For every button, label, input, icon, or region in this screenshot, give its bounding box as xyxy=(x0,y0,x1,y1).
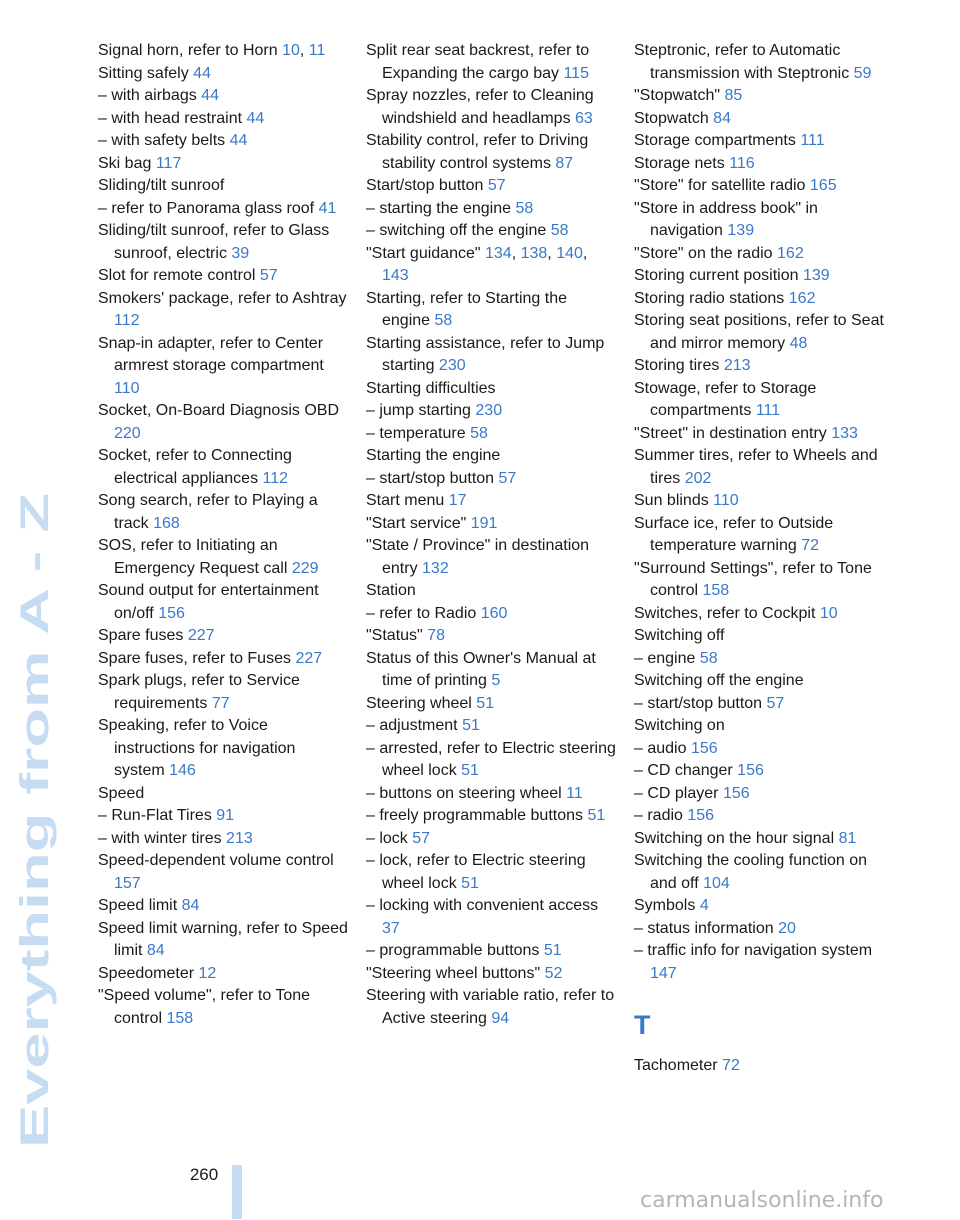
page-link[interactable]: 165 xyxy=(809,177,837,194)
index-term: – starting the engine xyxy=(366,199,511,217)
index-term: "Store" for satellite radio xyxy=(634,177,806,194)
page-link[interactable]: 48 xyxy=(789,334,808,352)
page-link[interactable]: 44 xyxy=(246,109,265,127)
index-term: Socket, refer to Connecting electrical appliances xyxy=(98,447,292,487)
page-link[interactable]: 10 xyxy=(282,42,300,59)
page-link[interactable]: 51 xyxy=(461,762,479,779)
index-entry xyxy=(366,423,616,446)
index-term: Speaking, refer to Voice instructions for navigation system xyxy=(98,717,296,779)
page-link[interactable]: 57 xyxy=(498,469,517,487)
index-entry xyxy=(634,715,884,738)
page-link[interactable]: 11 xyxy=(308,42,326,59)
index-term: Switching on the hour signal xyxy=(634,829,835,847)
index-term: "Start service" xyxy=(366,514,467,532)
index-entry xyxy=(98,918,348,963)
index-entry xyxy=(366,400,616,423)
index-term: Steering with variable ratio, refer to Active steering xyxy=(366,987,615,1027)
index-entry xyxy=(366,535,616,580)
index-term: – start/stop button xyxy=(634,694,763,712)
page-link[interactable]: 91 xyxy=(216,807,235,824)
index-term: Starting difficulties xyxy=(366,379,496,397)
index-entry xyxy=(634,918,884,941)
index-entry xyxy=(634,940,884,985)
page-link[interactable]: 72 xyxy=(801,537,819,554)
index-term: Tachometer xyxy=(634,1057,718,1074)
index-entry xyxy=(98,63,348,86)
page-link[interactable]: 156 xyxy=(687,807,715,824)
index-term: SOS, refer to Initiating an Emergency Request call xyxy=(98,537,288,577)
index-term: Steptronic, refer to Automatic transmission with Steptronic xyxy=(634,42,850,82)
page-link[interactable]: 11 xyxy=(566,784,583,802)
index-term: – arrested, refer to Electric steering wheel lock xyxy=(366,739,616,779)
index-term: Surface ice, refer to Outside temperature warning xyxy=(634,514,834,554)
index-entry xyxy=(634,850,884,895)
index-entry xyxy=(366,783,616,806)
index-entry xyxy=(634,288,884,311)
index-term: – with airbags xyxy=(98,87,197,104)
page-link[interactable]: 158 xyxy=(702,582,730,599)
index-term: Storing seat positions, refer to Seat and mirror memory xyxy=(634,312,884,352)
index-entry xyxy=(634,130,884,153)
index-term: Station xyxy=(366,582,416,599)
index-term: – with head restraint xyxy=(98,109,243,127)
index-entry xyxy=(634,445,884,490)
page-link[interactable]: 51 xyxy=(543,942,562,959)
index-entry xyxy=(634,243,884,266)
index-entry xyxy=(366,130,616,175)
index-term: "Stopwatch" xyxy=(634,87,721,104)
index-entry xyxy=(634,490,884,513)
index-term: Slot for remote control xyxy=(98,267,256,284)
index-entry xyxy=(634,895,884,918)
index-term: Ski bag xyxy=(98,154,152,172)
page-link[interactable]: 51 xyxy=(462,717,480,734)
index-entry xyxy=(634,693,884,716)
index-term: – with safety belts xyxy=(98,132,226,149)
index-term: – programmable buttons xyxy=(366,942,540,959)
index-term: Smokers' package, refer to Ashtray xyxy=(98,289,347,307)
index-entry xyxy=(634,378,884,423)
index-entry xyxy=(366,648,616,693)
page-link[interactable]: 41 xyxy=(318,199,337,217)
index-entry xyxy=(366,40,616,85)
page-link[interactable]: 139 xyxy=(802,267,830,284)
index-term: "Store" on the radio xyxy=(634,244,773,262)
index-entry xyxy=(366,175,616,198)
index-term: Start menu xyxy=(366,492,445,509)
page-link[interactable]: 140 xyxy=(556,244,583,262)
index-entry xyxy=(98,985,348,1030)
index-term: – lock, refer to Electric steering wheel lock xyxy=(366,852,586,892)
index-entry xyxy=(366,940,616,963)
page-link[interactable]: 57 xyxy=(412,829,431,847)
index-term: – engine xyxy=(634,649,696,667)
index-entry xyxy=(366,333,616,378)
page-link[interactable]: 37 xyxy=(382,919,400,937)
page-link[interactable]: 160 xyxy=(480,604,508,622)
index-term: Switching the cooling function on and off xyxy=(634,852,868,892)
page-link[interactable]: 44 xyxy=(201,87,219,104)
page-link[interactable]: 202 xyxy=(684,469,712,487)
index-term: Socket, On-Board Diagnosis OBD xyxy=(98,402,339,419)
page-link[interactable]: 17 xyxy=(448,492,467,509)
page-link[interactable]: 77 xyxy=(211,694,230,712)
index-term: Summer tires, refer to Wheels and tires xyxy=(634,447,878,487)
index-entry xyxy=(366,828,616,851)
index-entry xyxy=(366,378,616,401)
index-entry xyxy=(98,828,348,851)
index-term: "Street" in destination entry xyxy=(634,424,827,442)
index-term: – switching off the engine xyxy=(366,222,547,239)
index-entry xyxy=(98,445,348,490)
watermark: carmanualsonline.info xyxy=(640,1188,884,1213)
index-entry xyxy=(98,850,348,895)
index-entry xyxy=(366,738,616,783)
index-term: Storing current position xyxy=(634,267,799,284)
index-entry xyxy=(634,783,884,806)
index-term: Spray nozzles, refer to Cleaning windshield and headlamps xyxy=(366,87,594,127)
page-link[interactable]: 147 xyxy=(650,964,677,982)
index-term: – refer to Radio xyxy=(366,604,477,622)
page-link[interactable]: 230 xyxy=(475,402,503,419)
index-entry xyxy=(366,625,616,648)
index-entry xyxy=(366,220,616,243)
page-link[interactable]: 191 xyxy=(470,514,498,532)
index-term: Sliding/tilt sunroof xyxy=(98,177,225,194)
index-entry xyxy=(634,108,884,131)
page-link[interactable]: 220 xyxy=(114,424,141,442)
index-term: Status of this Owner's Manual at time of printing xyxy=(366,649,596,689)
page-link[interactable]: 104 xyxy=(703,874,730,892)
index-entry xyxy=(366,445,616,468)
index-entry xyxy=(98,108,348,131)
page-marker-bar xyxy=(232,1165,242,1219)
index-term: – jump starting xyxy=(366,402,471,419)
page-link[interactable]: 143 xyxy=(382,267,409,284)
index-term: Stopwatch xyxy=(634,109,709,127)
page-link[interactable]: 168 xyxy=(153,514,180,532)
index-term: Storage compartments xyxy=(634,132,796,149)
page-link[interactable]: 139 xyxy=(727,222,755,239)
index-entry xyxy=(366,895,616,940)
index-entry xyxy=(634,153,884,176)
page-link[interactable]: 44 xyxy=(229,132,248,149)
page-link[interactable]: 110 xyxy=(713,492,739,509)
page-link[interactable]: 57 xyxy=(259,267,278,284)
index-term: – lock xyxy=(366,829,408,847)
index-entry xyxy=(98,198,348,221)
page-link[interactable]: 138 xyxy=(520,244,548,262)
section-title-vertical xyxy=(8,448,58,1148)
page-link[interactable]: 227 xyxy=(295,649,323,667)
index-term: – Run-Flat Tires xyxy=(98,807,212,824)
index-term: Switching on xyxy=(634,717,725,734)
page-link[interactable]: 111 xyxy=(800,132,825,149)
index-term: Spare fuses, refer to Fuses xyxy=(98,649,291,667)
page-link[interactable]: 58 xyxy=(470,424,488,442)
index-term: Storing radio stations xyxy=(634,289,785,307)
index-term: Speed limit warning, refer to Speed limit xyxy=(98,919,348,959)
index-entry xyxy=(634,310,884,355)
index-term: "Store in address book" in navigation xyxy=(634,199,818,239)
index-entry xyxy=(634,85,884,108)
page-link[interactable]: 117 xyxy=(155,154,182,172)
page-link[interactable]: 156 xyxy=(737,762,764,779)
page-link[interactable]: 157 xyxy=(114,874,141,892)
index-entry xyxy=(366,805,616,828)
index-entry: Signal horn, refer to Horn 10, 11 xyxy=(98,42,326,59)
index-entry xyxy=(634,558,884,603)
index-entry xyxy=(366,850,616,895)
index-term: Switching off the engine xyxy=(634,672,804,689)
page-link[interactable]: 12 xyxy=(198,964,217,982)
page-link[interactable]: 110 xyxy=(114,379,140,397)
page-link[interactable]: 20 xyxy=(778,919,796,937)
index-entry xyxy=(98,220,348,265)
page-link[interactable]: 58 xyxy=(550,222,569,239)
page-link[interactable]: 162 xyxy=(788,289,816,307)
index-entry xyxy=(98,265,348,288)
index-term: "Steering wheel buttons" xyxy=(366,964,541,982)
page-link[interactable]: 132 xyxy=(422,559,449,577)
page-link[interactable]: 5 xyxy=(491,672,501,689)
index-term: Starting, refer to Starting the engine xyxy=(366,289,567,329)
index-entry xyxy=(634,760,884,783)
index-term: Switches, refer to Cockpit xyxy=(634,604,816,622)
index-entry xyxy=(98,175,348,198)
index-term: Speed limit xyxy=(98,897,178,914)
index-entry xyxy=(634,1055,884,1078)
page-link[interactable]: 57 xyxy=(766,694,785,712)
index-entry xyxy=(98,288,348,333)
index-term: Starting the engine xyxy=(366,447,501,464)
index-entry xyxy=(98,648,348,671)
index-entry xyxy=(634,355,884,378)
index-term: – freely programmable buttons xyxy=(366,807,583,824)
page-number: 260 xyxy=(189,1165,219,1184)
index-entry xyxy=(634,603,884,626)
index-term: Sun blinds xyxy=(634,492,709,509)
index-term: "Speed volume", refer to Tone control xyxy=(98,987,311,1027)
index-entry xyxy=(634,625,884,648)
index-term: Snap-in adapter, refer to Center armrest storage compartment xyxy=(98,334,324,374)
index-column-3 xyxy=(634,40,884,1078)
index-term: – refer to Panorama glass roof xyxy=(98,199,315,217)
page-link[interactable]: 134 xyxy=(485,244,512,262)
index-entry xyxy=(98,715,348,783)
page-link[interactable]: 4 xyxy=(699,897,709,914)
index-entry xyxy=(366,490,616,513)
sidebar xyxy=(0,0,70,1220)
page-link[interactable]: 84 xyxy=(181,897,200,914)
index-term: Stability control, refer to Driving stability control systems xyxy=(366,132,589,172)
index-entry xyxy=(366,715,616,738)
index-entry xyxy=(98,535,348,580)
index-entry: "Start guidance" 134, 138, 140, 143 xyxy=(366,244,588,284)
page-link[interactable]: 63 xyxy=(575,109,593,127)
page-link[interactable]: 58 xyxy=(699,649,718,667)
index-column-2 xyxy=(366,40,616,1030)
page-link[interactable]: 115 xyxy=(563,64,589,82)
page-link[interactable]: 39 xyxy=(231,244,250,262)
index-term: Sound output for entertainment on/off xyxy=(98,582,319,622)
index-term: Speed xyxy=(98,784,145,802)
page-link[interactable]: 112 xyxy=(114,312,140,329)
index-entry xyxy=(634,175,884,198)
page-link[interactable]: 51 xyxy=(461,874,479,892)
index-entry xyxy=(634,198,884,243)
page-link[interactable]: 156 xyxy=(158,604,185,622)
index-entry xyxy=(98,783,348,806)
index-entry xyxy=(366,603,616,626)
index-entry xyxy=(634,738,884,761)
index-term: – temperature xyxy=(366,424,466,442)
index-term: "Status" xyxy=(366,627,423,644)
index-entry xyxy=(366,468,616,491)
index-term: – CD changer xyxy=(634,762,733,779)
page-link[interactable]: 213 xyxy=(226,829,253,847)
index-letter-heading: T xyxy=(634,1010,651,1040)
index-entry xyxy=(98,805,348,828)
index-entry xyxy=(366,985,616,1030)
page-link[interactable]: 58 xyxy=(434,312,453,329)
page-link[interactable]: 156 xyxy=(722,784,750,802)
index-term: – traffic info for navigation system xyxy=(634,942,873,959)
index-term: Sliding/tilt sunroof, refer to Glass sunroof, electric xyxy=(98,222,330,262)
page-link[interactable]: 94 xyxy=(491,1009,510,1027)
page-link[interactable]: 81 xyxy=(838,829,857,847)
index-entry xyxy=(98,625,348,648)
page-link[interactable]: 146 xyxy=(169,762,196,779)
index-entry xyxy=(98,490,348,535)
index-entry xyxy=(98,85,348,108)
page-link[interactable]: 10 xyxy=(819,604,838,622)
index-entry xyxy=(98,963,348,986)
page-link[interactable]: 84 xyxy=(146,942,165,959)
index-term: Switching off xyxy=(634,627,725,644)
page-link[interactable]: 116 xyxy=(729,154,755,172)
index-term: – radio xyxy=(634,807,683,824)
page-link[interactable]: 84 xyxy=(713,109,731,127)
index-entry xyxy=(366,85,616,130)
index-term: Storing tires xyxy=(634,357,720,374)
index-entry xyxy=(634,828,884,851)
section-title-text: Everything from A - Z xyxy=(13,744,57,1148)
page-link[interactable]: 111 xyxy=(755,402,781,419)
index-entry xyxy=(634,670,884,693)
page-link[interactable]: 158 xyxy=(166,1009,194,1027)
index-entry xyxy=(366,513,616,536)
index-entry xyxy=(634,513,884,558)
index-term: "Start guidance" xyxy=(366,244,481,262)
index-term: Storage nets xyxy=(634,154,725,172)
index-entry xyxy=(98,333,348,401)
index-term: – CD player xyxy=(634,784,719,802)
page-link[interactable]: 78 xyxy=(427,627,445,644)
page-link[interactable]: 51 xyxy=(476,694,495,712)
page-link[interactable]: 72 xyxy=(722,1057,740,1074)
page-link[interactable]: 162 xyxy=(777,244,804,262)
page-link[interactable]: 230 xyxy=(438,357,466,374)
page-link[interactable]: 51 xyxy=(587,807,606,824)
page-link[interactable]: 44 xyxy=(193,64,211,82)
index-term: – start/stop button xyxy=(366,469,495,487)
page-link[interactable]: 227 xyxy=(187,627,215,644)
index-term: Spark plugs, refer to Service requirements xyxy=(98,672,300,712)
index-term: Spare fuses xyxy=(98,627,184,644)
index-term: "State / Province" in destination entry xyxy=(366,537,590,577)
index-term: "Surround Settings", refer to Tone control xyxy=(634,559,872,599)
index-term: – audio xyxy=(634,739,687,757)
index-term: Song search, refer to Playing a track xyxy=(98,492,318,532)
index-entry xyxy=(98,400,348,445)
index-term: Split rear seat backrest, refer to Expanding the cargo bay xyxy=(366,42,590,82)
index-term: – locking with convenient access xyxy=(366,897,599,914)
page-link[interactable]: 52 xyxy=(544,964,563,982)
page-link[interactable]: 85 xyxy=(724,87,743,104)
page-link[interactable]: 57 xyxy=(487,177,506,194)
index-term: Speedometer xyxy=(98,964,195,982)
index-term: – status information xyxy=(634,919,774,937)
index-term: Speed-dependent volume control xyxy=(98,852,334,869)
index-entry xyxy=(634,265,884,288)
page-link[interactable]: 59 xyxy=(853,64,872,82)
index-term: Steering wheel xyxy=(366,694,472,712)
index-entry xyxy=(366,580,616,603)
index-term: Start/stop button xyxy=(366,177,484,194)
index-entry xyxy=(98,580,348,625)
index-term: – adjustment xyxy=(366,717,458,734)
index-entry xyxy=(98,670,348,715)
page-link[interactable]: 112 xyxy=(262,469,289,487)
index-term: – with winter tires xyxy=(98,829,222,847)
index-entry xyxy=(634,40,884,85)
page-link[interactable]: 87 xyxy=(555,154,574,172)
page-link[interactable]: 133 xyxy=(831,424,858,442)
index-term: – buttons on steering wheel xyxy=(366,784,562,802)
index-entry xyxy=(98,130,348,153)
index-entry xyxy=(634,648,884,671)
page-link[interactable]: 213 xyxy=(723,357,751,374)
index-entry xyxy=(366,288,616,333)
index-term: Stowage, refer to Storage compartments xyxy=(634,379,817,419)
index-term: Signal horn, refer to Horn xyxy=(98,42,278,59)
index-term: Starting assistance, refer to Jump starting xyxy=(366,334,605,374)
page-link[interactable]: 229 xyxy=(291,559,319,577)
index-entry xyxy=(634,805,884,828)
index-term: Sitting safely xyxy=(98,64,189,82)
index-entry xyxy=(366,198,616,221)
page-link[interactable]: 156 xyxy=(690,739,718,757)
index-entry xyxy=(366,963,616,986)
index-entry xyxy=(98,153,348,176)
index-entry xyxy=(366,693,616,716)
page-link[interactable]: 58 xyxy=(515,199,534,217)
index-term: Symbols xyxy=(634,897,696,914)
index-entry xyxy=(98,895,348,918)
index-column-1 xyxy=(98,40,348,1030)
index-entry xyxy=(634,423,884,446)
